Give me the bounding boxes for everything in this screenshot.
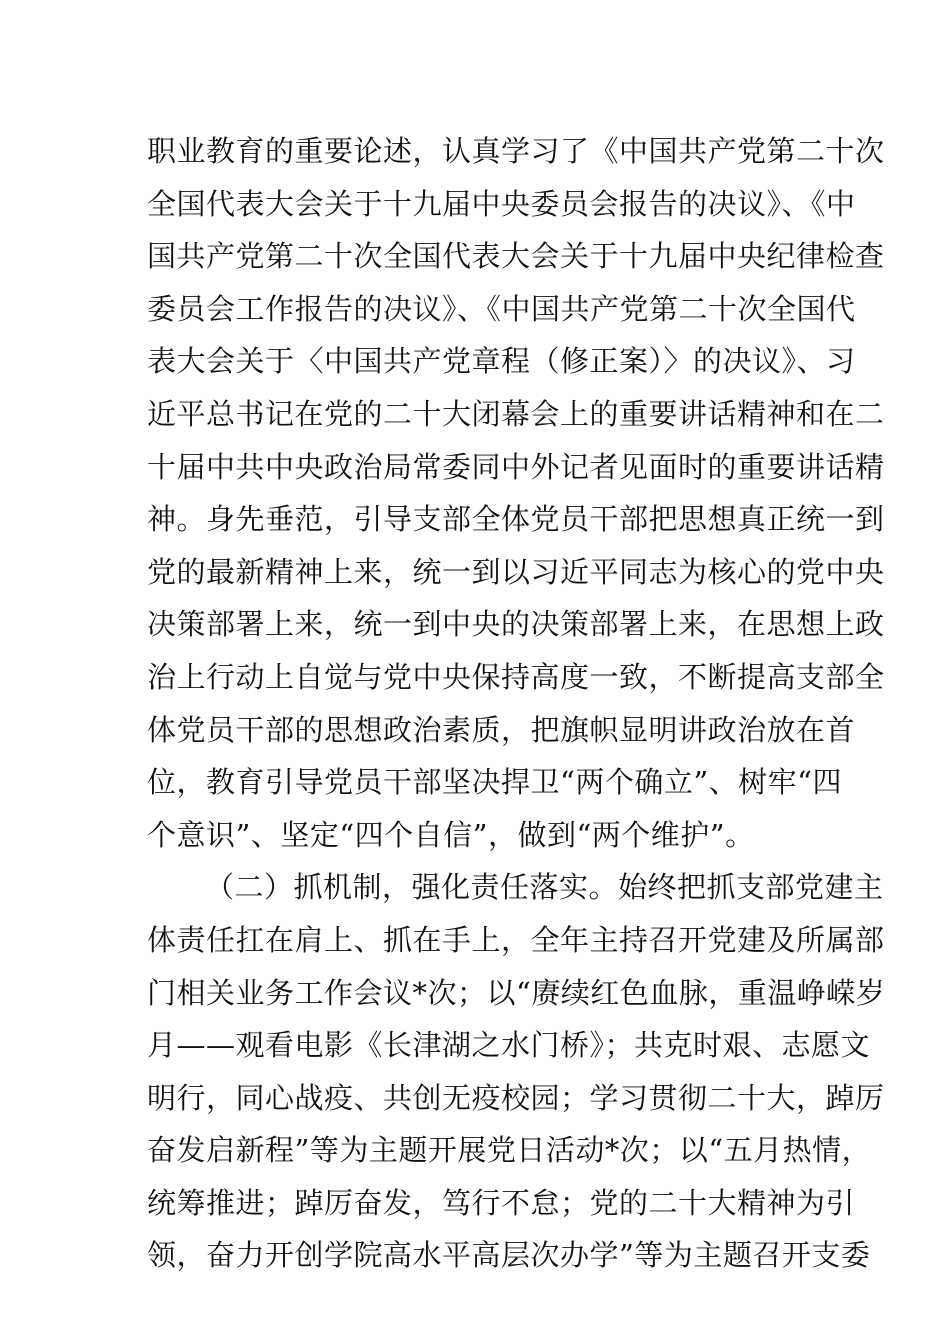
text-line: 月——观看电影《长津湖之水门桥》；共克时艰、志愿文 (147, 1028, 871, 1063)
text-line: 个意识”、坚定“四个自信”，做到“两个维护”。 (147, 817, 755, 852)
text-line: 领，奋力开创学院高水平高层次办学”等为主题召开支委 (147, 1238, 871, 1273)
text-line: 神。身先垂范，引导支部全体党员干部把思想真正统一到 (147, 502, 885, 537)
text-line: 委员会工作报告的决议》、《中国共产党第二十次全国代 (147, 291, 856, 326)
text-line: 体党员干部的思想政治素质，把旗帜显明讲政治放在首 (147, 712, 856, 747)
text-line: 国共产党第二十次全国代表大会关于十九届中央纪律检查 (147, 239, 885, 274)
section-heading-line: （二）抓机制，强化责任落实。始终把抓支部党建主 (205, 870, 884, 905)
text-line: 统筹推进；踔厉奋发，笃行不怠；党的二十大精神为引 (147, 1185, 856, 1220)
text-line: 治上行动上自觉与党中央保持高度一致，不断提高支部全 (147, 659, 885, 694)
text-line: 全国代表大会关于十九届中央委员会报告的决议》、《中 (147, 186, 856, 221)
text-line: 党的最新精神上来，统一到以习近平同志为核心的党中央 (147, 554, 885, 589)
text-line: 明行，同心战疫、共创无疫校园；学习贯彻二十大，踔厉 (147, 1080, 885, 1115)
text-line: 职业教育的重要论述，认真学习了《中国共产党第二十次 (147, 134, 885, 168)
text-line: 位，教育引导党员干部坚决捍卫“两个确立”、树牢“四 (147, 765, 842, 800)
text-line: 门相关业务工作会议*次；以“赓续红色血脉，重温峥嵘岁 (147, 975, 886, 1010)
text-line: 奋发启新程”等为主题开展党日活动*次；以“五月热情， (147, 1133, 872, 1168)
text-line: 近平总书记在党的二十大闭幕会上的重要讲话精神和在二 (147, 396, 885, 431)
text-line: 体责任扛在肩上、抓在手上，全年主持召开党建及所属部 (147, 922, 885, 957)
body-text (147, 128, 886, 1285)
text-line: 十届中共中央政治局常委同中外记者见面时的重要讲话精 (147, 449, 885, 484)
text-line: 表大会关于〈中国共产党章程（修正案）〉的决议》、习 (147, 344, 856, 379)
text-line: 决策部署上来，统一到中央的决策部署上来，在思想上政 (147, 607, 885, 642)
